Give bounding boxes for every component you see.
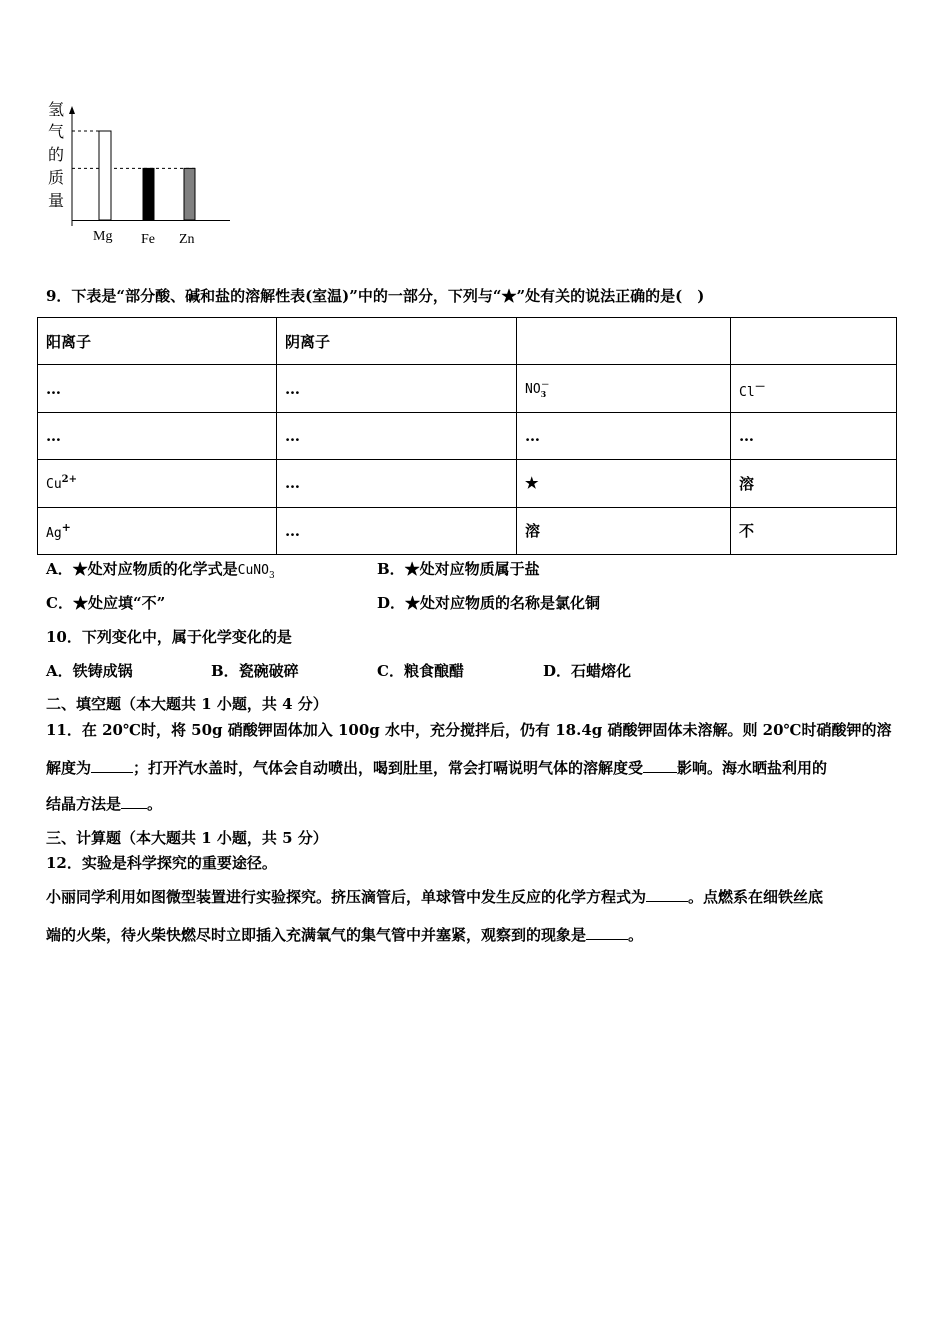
q10-option-d: D．石蜡熔化 [543, 662, 632, 680]
q11-text: ；打开汽水盖时，气体会自动喷出，喝到肚里，常会打嗝说明气体的溶解度受 [133, 759, 644, 777]
table-cell: … [277, 412, 517, 459]
q12-text: 端的火柴，待火柴快燃尽时立即插入充满氧气的集气管中并塞紧，观察到的现象是 [46, 926, 587, 944]
y-axis-label-char: 的 [48, 145, 65, 164]
q11-line-2 [46, 758, 827, 778]
table-cell: … [277, 365, 517, 412]
table-row [38, 318, 897, 365]
table-cell: 溶 [517, 507, 731, 554]
y-axis-arrow [69, 106, 75, 114]
section-3-heading: 三、计算题（本大题共 1 小题，共 5 分） [46, 829, 328, 847]
chart-plot [60, 100, 240, 230]
q12-line-3 [46, 925, 643, 945]
table-cell-star: ★ [517, 460, 731, 507]
table-cell [517, 318, 731, 365]
table-cell [731, 365, 897, 412]
table-cell [38, 507, 277, 554]
table-cell: … [38, 412, 277, 459]
q11-line-1: 11．在 20℃时，将 50g 硝酸钾固体加入 100g 水中，充分搅拌后，仍有 18.4g 硝酸钾固体未溶解。则 20℃时硝酸钾的溶 [46, 721, 892, 739]
silver-ion: Ag [46, 525, 62, 541]
table-row [38, 412, 897, 459]
q12-line-1: 12．实验是科学探究的重要途径。 [46, 854, 277, 872]
q12-line-2 [46, 887, 823, 907]
q9-option-a [46, 559, 275, 586]
copper-ion: Cu [46, 477, 62, 493]
table-cell: 溶 [731, 460, 897, 507]
nitrate-subscript: 3 [540, 388, 547, 399]
q9-option-b: B．★处对应物质属于盐 [377, 560, 540, 578]
solubility-table [37, 317, 897, 555]
chloride-charge: － [754, 379, 766, 393]
table-cell [517, 365, 731, 412]
answer-blank[interactable] [646, 887, 688, 902]
nitrate-ion: NO [525, 381, 541, 397]
y-axis-label-char: 量 [48, 191, 65, 210]
table-cell: … [277, 507, 517, 554]
q12-text: 小丽同学利用如图微型装置进行实验探究。挤压滴管后，单球管中发生反应的化学方程式为 [46, 888, 647, 906]
silver-charge: + [61, 520, 71, 534]
table-row [38, 460, 897, 507]
bar-mg [99, 131, 111, 220]
q10-option-b: B．瓷碗破碎 [211, 662, 299, 680]
table-cell: … [517, 412, 731, 459]
x-tick-label-fe: Fe [141, 232, 155, 247]
answer-blank[interactable] [91, 758, 133, 773]
answer-blank[interactable] [121, 794, 147, 809]
chloride-ion: Cl [739, 384, 755, 400]
q9-option-a-text: A．★处对应物质的化学式是 [46, 560, 238, 578]
table-cell: 阳离子 [38, 318, 277, 365]
bar-fe [143, 168, 154, 220]
table-cell: … [38, 365, 277, 412]
q9-option-c: C．★处应填“不” [46, 594, 166, 612]
q9-option-d: D．★处对应物质的名称是氯化铜 [377, 594, 601, 612]
q10-stem: 10．下列变化中，属于化学变化的是 [46, 628, 292, 646]
table-cell: 不 [731, 507, 897, 554]
q11-text: 影响。海水晒盐利用的 [677, 759, 828, 777]
y-axis-label-char: 气 [48, 122, 65, 141]
bar-zn [184, 168, 195, 220]
y-axis-label-char: 氢 [48, 100, 65, 119]
table-cell: … [277, 460, 517, 507]
y-axis-label-char: 质 [48, 168, 65, 187]
q11-text: 解度为 [46, 759, 92, 777]
q9-stem: 9．下表是“部分酸、碱和盐的溶解性表(室温)”中的一部分，下列与“★”处有关的说法正确的是( ) [46, 287, 705, 305]
table-row [38, 365, 897, 412]
table-row [38, 507, 897, 554]
q10-option-c: C．粮食酿醋 [377, 662, 464, 680]
table-cell: … [731, 412, 897, 459]
table-cell: 阴离子 [277, 318, 517, 365]
section-2-heading: 二、填空题（本大题共 1 小题，共 4 分） [46, 695, 328, 713]
q9-option-a-formula: CuNO [237, 563, 269, 578]
x-tick-label-mg: Mg [93, 229, 113, 244]
q12-text: 。点燃系在细铁丝底 [688, 888, 824, 906]
table-cell [731, 318, 897, 365]
nitrate-charge: － [541, 378, 550, 389]
copper-charge: 2+ [61, 474, 77, 486]
q10-option-a: A．铁铸成锅 [46, 662, 133, 680]
answer-blank[interactable] [586, 925, 628, 940]
table-cell [38, 460, 277, 507]
q11-text: 。 [147, 795, 163, 813]
q11-text: 结晶方法是 [46, 795, 122, 813]
x-tick-label-zn: Zn [179, 232, 195, 247]
answer-blank[interactable] [643, 758, 677, 773]
q9-option-a-subscript: 3 [268, 571, 275, 581]
q12-text: 。 [628, 926, 644, 944]
q11-line-3 [46, 794, 162, 814]
